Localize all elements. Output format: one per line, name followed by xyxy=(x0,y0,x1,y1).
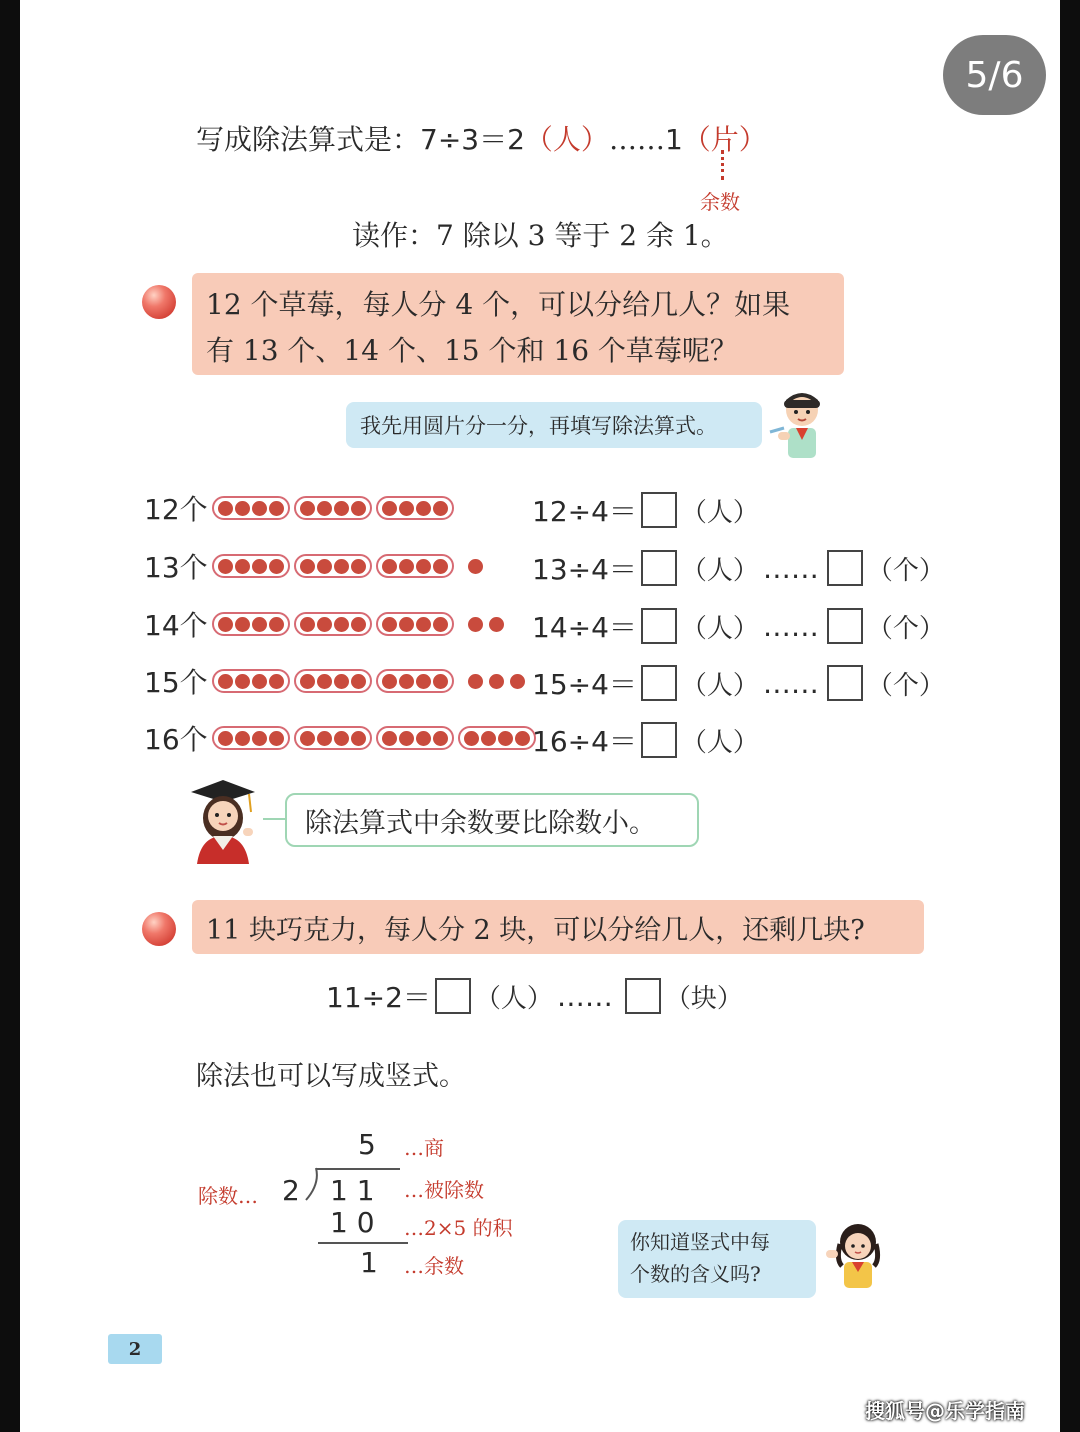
counter-dot xyxy=(252,731,267,746)
answer-box-remainder[interactable] xyxy=(827,608,863,644)
counter-dot xyxy=(382,731,397,746)
boy-avatar-icon xyxy=(762,388,836,462)
subtraction-line xyxy=(318,1242,408,1244)
equation-ellipsis: …… xyxy=(762,666,819,700)
counter-dot xyxy=(416,731,431,746)
page-number-badge: 2 xyxy=(108,1334,162,1364)
counter-dot xyxy=(416,617,431,632)
problem-bullet-icon xyxy=(142,285,176,319)
answer-box-remainder[interactable] xyxy=(827,665,863,701)
counter-dot xyxy=(382,501,397,516)
unit-people: （人） xyxy=(680,555,759,586)
girl-speech-line1: 你知道竖式中每 xyxy=(630,1230,770,1254)
counter-dot xyxy=(300,617,315,632)
counter-dot xyxy=(317,617,332,632)
problem2-expression: 11÷2＝ xyxy=(326,981,431,1014)
counter-group xyxy=(212,612,290,636)
problem1-line2: 有 13 个、14 个、15 个和 16 个草莓呢？ xyxy=(206,334,738,367)
problem2-text: 11 块巧克力，每人分 2 块，可以分给几人，还剩几块? xyxy=(206,914,865,946)
counter-dot xyxy=(269,674,284,689)
row-label: 13个 xyxy=(144,551,208,584)
boy-speech-text: 我先用圆片分一分，再填写除法算式。 xyxy=(360,414,717,438)
counter-dot xyxy=(235,617,250,632)
counter-dot xyxy=(416,674,431,689)
row-label: 16个 xyxy=(144,723,208,756)
counter-dot xyxy=(235,731,250,746)
counter-dot xyxy=(399,559,414,574)
counter-dot xyxy=(235,674,250,689)
counter-dot xyxy=(235,559,250,574)
counter-dot xyxy=(218,731,233,746)
counter-dot xyxy=(317,731,332,746)
leftover-dot xyxy=(468,674,483,689)
answer-box-quotient[interactable] xyxy=(641,722,677,758)
remainder-value: 1 xyxy=(360,1246,378,1279)
unit-people: （人） xyxy=(680,497,759,528)
answer-box-remainder[interactable] xyxy=(827,550,863,586)
problem2-bullet-icon xyxy=(142,912,176,946)
counter-group xyxy=(376,612,454,636)
counter-dot xyxy=(351,501,366,516)
product-value: 1 0 xyxy=(330,1206,375,1239)
unit-people: （人） xyxy=(680,670,759,701)
counter-dot xyxy=(416,501,431,516)
counter-dot xyxy=(464,731,479,746)
counter-group xyxy=(294,669,372,693)
unit-people: （人） xyxy=(680,727,759,758)
divisor-value: 2 xyxy=(282,1174,300,1207)
counter-dot xyxy=(351,731,366,746)
counter-group xyxy=(294,726,372,750)
counter-dot xyxy=(351,674,366,689)
row-label: 12个 xyxy=(144,493,208,526)
watermark-text: 搜狐号@乐学指南 xyxy=(865,1399,1025,1423)
counter-dot xyxy=(300,501,315,516)
division-bar-line xyxy=(316,1168,400,1170)
counter-dot xyxy=(399,617,414,632)
remainder-annotation: 余数 xyxy=(700,190,740,214)
counter-group xyxy=(458,726,536,750)
counter-dot xyxy=(334,501,349,516)
counter-dot xyxy=(334,674,349,689)
leftover-dot xyxy=(510,674,525,689)
division-bracket xyxy=(304,1166,320,1202)
counter-dot xyxy=(382,674,397,689)
counter-dot xyxy=(416,559,431,574)
leftover-dots xyxy=(468,612,504,636)
answer-box-quotient[interactable] xyxy=(641,608,677,644)
formula-unit-people: （人） xyxy=(524,123,609,156)
girl-avatar-icon xyxy=(818,1220,896,1290)
counter-dot xyxy=(269,559,284,574)
boy-speech-bubble xyxy=(346,402,762,448)
formula-ellipsis: …… xyxy=(608,123,665,156)
counter-dot xyxy=(269,617,284,632)
row-3-equation xyxy=(532,663,945,703)
row-2-equation xyxy=(532,606,945,646)
counter-dot xyxy=(433,731,448,746)
equation-expression: 16÷4＝ xyxy=(532,725,637,758)
equation-expression: 12÷4＝ xyxy=(532,495,637,528)
row-4-equation xyxy=(532,720,759,760)
problem2-equation xyxy=(326,976,743,1016)
counter-group xyxy=(212,669,290,693)
unit-items: （个） xyxy=(866,555,945,586)
counter-group xyxy=(294,612,372,636)
unit-people: （人） xyxy=(680,613,759,644)
counter-dot xyxy=(351,617,366,632)
leftover-dots xyxy=(468,554,483,578)
unit-items: （个） xyxy=(866,670,945,701)
counter-group xyxy=(376,726,454,750)
left-black-border xyxy=(0,0,20,1432)
teacher-avatar-icon xyxy=(183,778,263,864)
counter-dot xyxy=(252,559,267,574)
counter-group xyxy=(212,554,290,578)
row-1-equation xyxy=(532,548,945,588)
counter-group xyxy=(212,726,290,750)
remainder-pointer-dots xyxy=(721,150,725,180)
problem1-box xyxy=(192,273,844,375)
teacher-speech-bubble xyxy=(285,793,699,847)
counter-dot xyxy=(399,674,414,689)
leftover-dots xyxy=(468,669,525,693)
equation-expression: 13÷4＝ xyxy=(532,553,637,586)
counter-dot xyxy=(317,559,332,574)
problem1-line1: 12 个草莓，每人分 4 个，可以分给几人？如果 xyxy=(206,288,791,321)
counter-dot xyxy=(433,617,448,632)
counter-dot xyxy=(481,731,496,746)
counter-dot xyxy=(498,731,513,746)
counter-dot xyxy=(334,617,349,632)
counter-group xyxy=(212,496,290,520)
girl-speech-bubble xyxy=(618,1220,816,1298)
counter-group xyxy=(294,496,372,520)
division-formula-line xyxy=(196,118,767,158)
equation-expression: 15÷4＝ xyxy=(532,668,637,701)
quotient-label: …商 xyxy=(404,1136,444,1160)
answer-box-quotient[interactable] xyxy=(641,550,677,586)
counter-dot xyxy=(218,617,233,632)
row-label: 15个 xyxy=(144,666,208,699)
textbook-page xyxy=(20,0,1060,1432)
teacher-bubble-tail xyxy=(263,818,285,820)
counter-dot xyxy=(252,617,267,632)
leftover-dot xyxy=(489,674,504,689)
answer-box-remainder[interactable] xyxy=(625,978,661,1014)
problem2-unit1: （人） xyxy=(474,983,553,1014)
row-0-equation xyxy=(532,490,759,530)
formula-remainder: 1 xyxy=(664,123,683,156)
answer-box-quotient[interactable] xyxy=(641,665,677,701)
counter-dot xyxy=(399,501,414,516)
counter-dot xyxy=(269,501,284,516)
counter-dot xyxy=(399,731,414,746)
equation-expression: 14÷4＝ xyxy=(532,611,637,644)
formula-expression: 7÷3＝2 xyxy=(420,123,525,156)
counter-dot xyxy=(382,559,397,574)
counter-dot xyxy=(317,674,332,689)
counter-dot xyxy=(433,674,448,689)
counter-dot xyxy=(218,674,233,689)
product-label: …2×5 的积 xyxy=(404,1216,513,1240)
counter-dot xyxy=(218,559,233,574)
counter-dot xyxy=(300,731,315,746)
counter-dot xyxy=(235,501,250,516)
formula-prefix: 写成除法算式是： xyxy=(196,123,421,156)
answer-box-quotient[interactable] xyxy=(641,492,677,528)
formula-unit-piece: （片） xyxy=(682,123,767,156)
page-counter-badge: 5/6 xyxy=(943,35,1046,115)
problem2-unit2: （块） xyxy=(664,983,743,1014)
counter-dot xyxy=(351,559,366,574)
row-label: 14个 xyxy=(144,609,208,642)
counter-group xyxy=(294,554,372,578)
counter-group xyxy=(376,669,454,693)
counter-dot xyxy=(334,559,349,574)
counter-dot xyxy=(334,731,349,746)
counter-group xyxy=(376,554,454,578)
counter-dot xyxy=(252,674,267,689)
unit-items: （个） xyxy=(866,613,945,644)
row-1-visual xyxy=(144,546,483,586)
right-black-border xyxy=(1060,0,1080,1432)
problem2-box xyxy=(192,900,924,954)
dividend-value: 1 1 xyxy=(330,1174,375,1207)
equation-ellipsis: …… xyxy=(762,609,819,643)
read-as-line: 读作：7 除以 3 等于 2 余 1。 xyxy=(352,219,729,252)
counter-dot xyxy=(382,617,397,632)
row-2-visual xyxy=(144,604,504,644)
counter-dot xyxy=(269,731,284,746)
dividend-label: …被除数 xyxy=(404,1178,484,1202)
counter-dot xyxy=(300,559,315,574)
counter-dot xyxy=(433,559,448,574)
row-0-visual xyxy=(144,488,454,528)
answer-box-quotient[interactable] xyxy=(435,978,471,1014)
quotient-value: 5 xyxy=(358,1128,376,1161)
counter-dot xyxy=(515,731,530,746)
leftover-dot xyxy=(489,617,504,632)
remainder-label: …余数 xyxy=(404,1254,464,1278)
row-4-visual xyxy=(144,718,536,758)
leftover-dot xyxy=(468,617,483,632)
counter-group xyxy=(376,496,454,520)
vertical-intro-text: 除法也可以写成竖式。 xyxy=(196,1061,466,1092)
equation-ellipsis: …… xyxy=(762,551,819,585)
counter-dot xyxy=(317,501,332,516)
counter-dot xyxy=(433,501,448,516)
divisor-label: 除数… xyxy=(198,1184,258,1208)
problem2-dots: …… xyxy=(556,979,613,1013)
leftover-dot xyxy=(468,559,483,574)
counter-dot xyxy=(300,674,315,689)
teacher-speech-text: 除法算式中余数要比除数小。 xyxy=(305,807,656,839)
row-3-visual xyxy=(144,661,525,701)
counter-dot xyxy=(218,501,233,516)
counter-dot xyxy=(252,501,267,516)
girl-speech-line2: 个数的含义吗? xyxy=(630,1262,761,1286)
